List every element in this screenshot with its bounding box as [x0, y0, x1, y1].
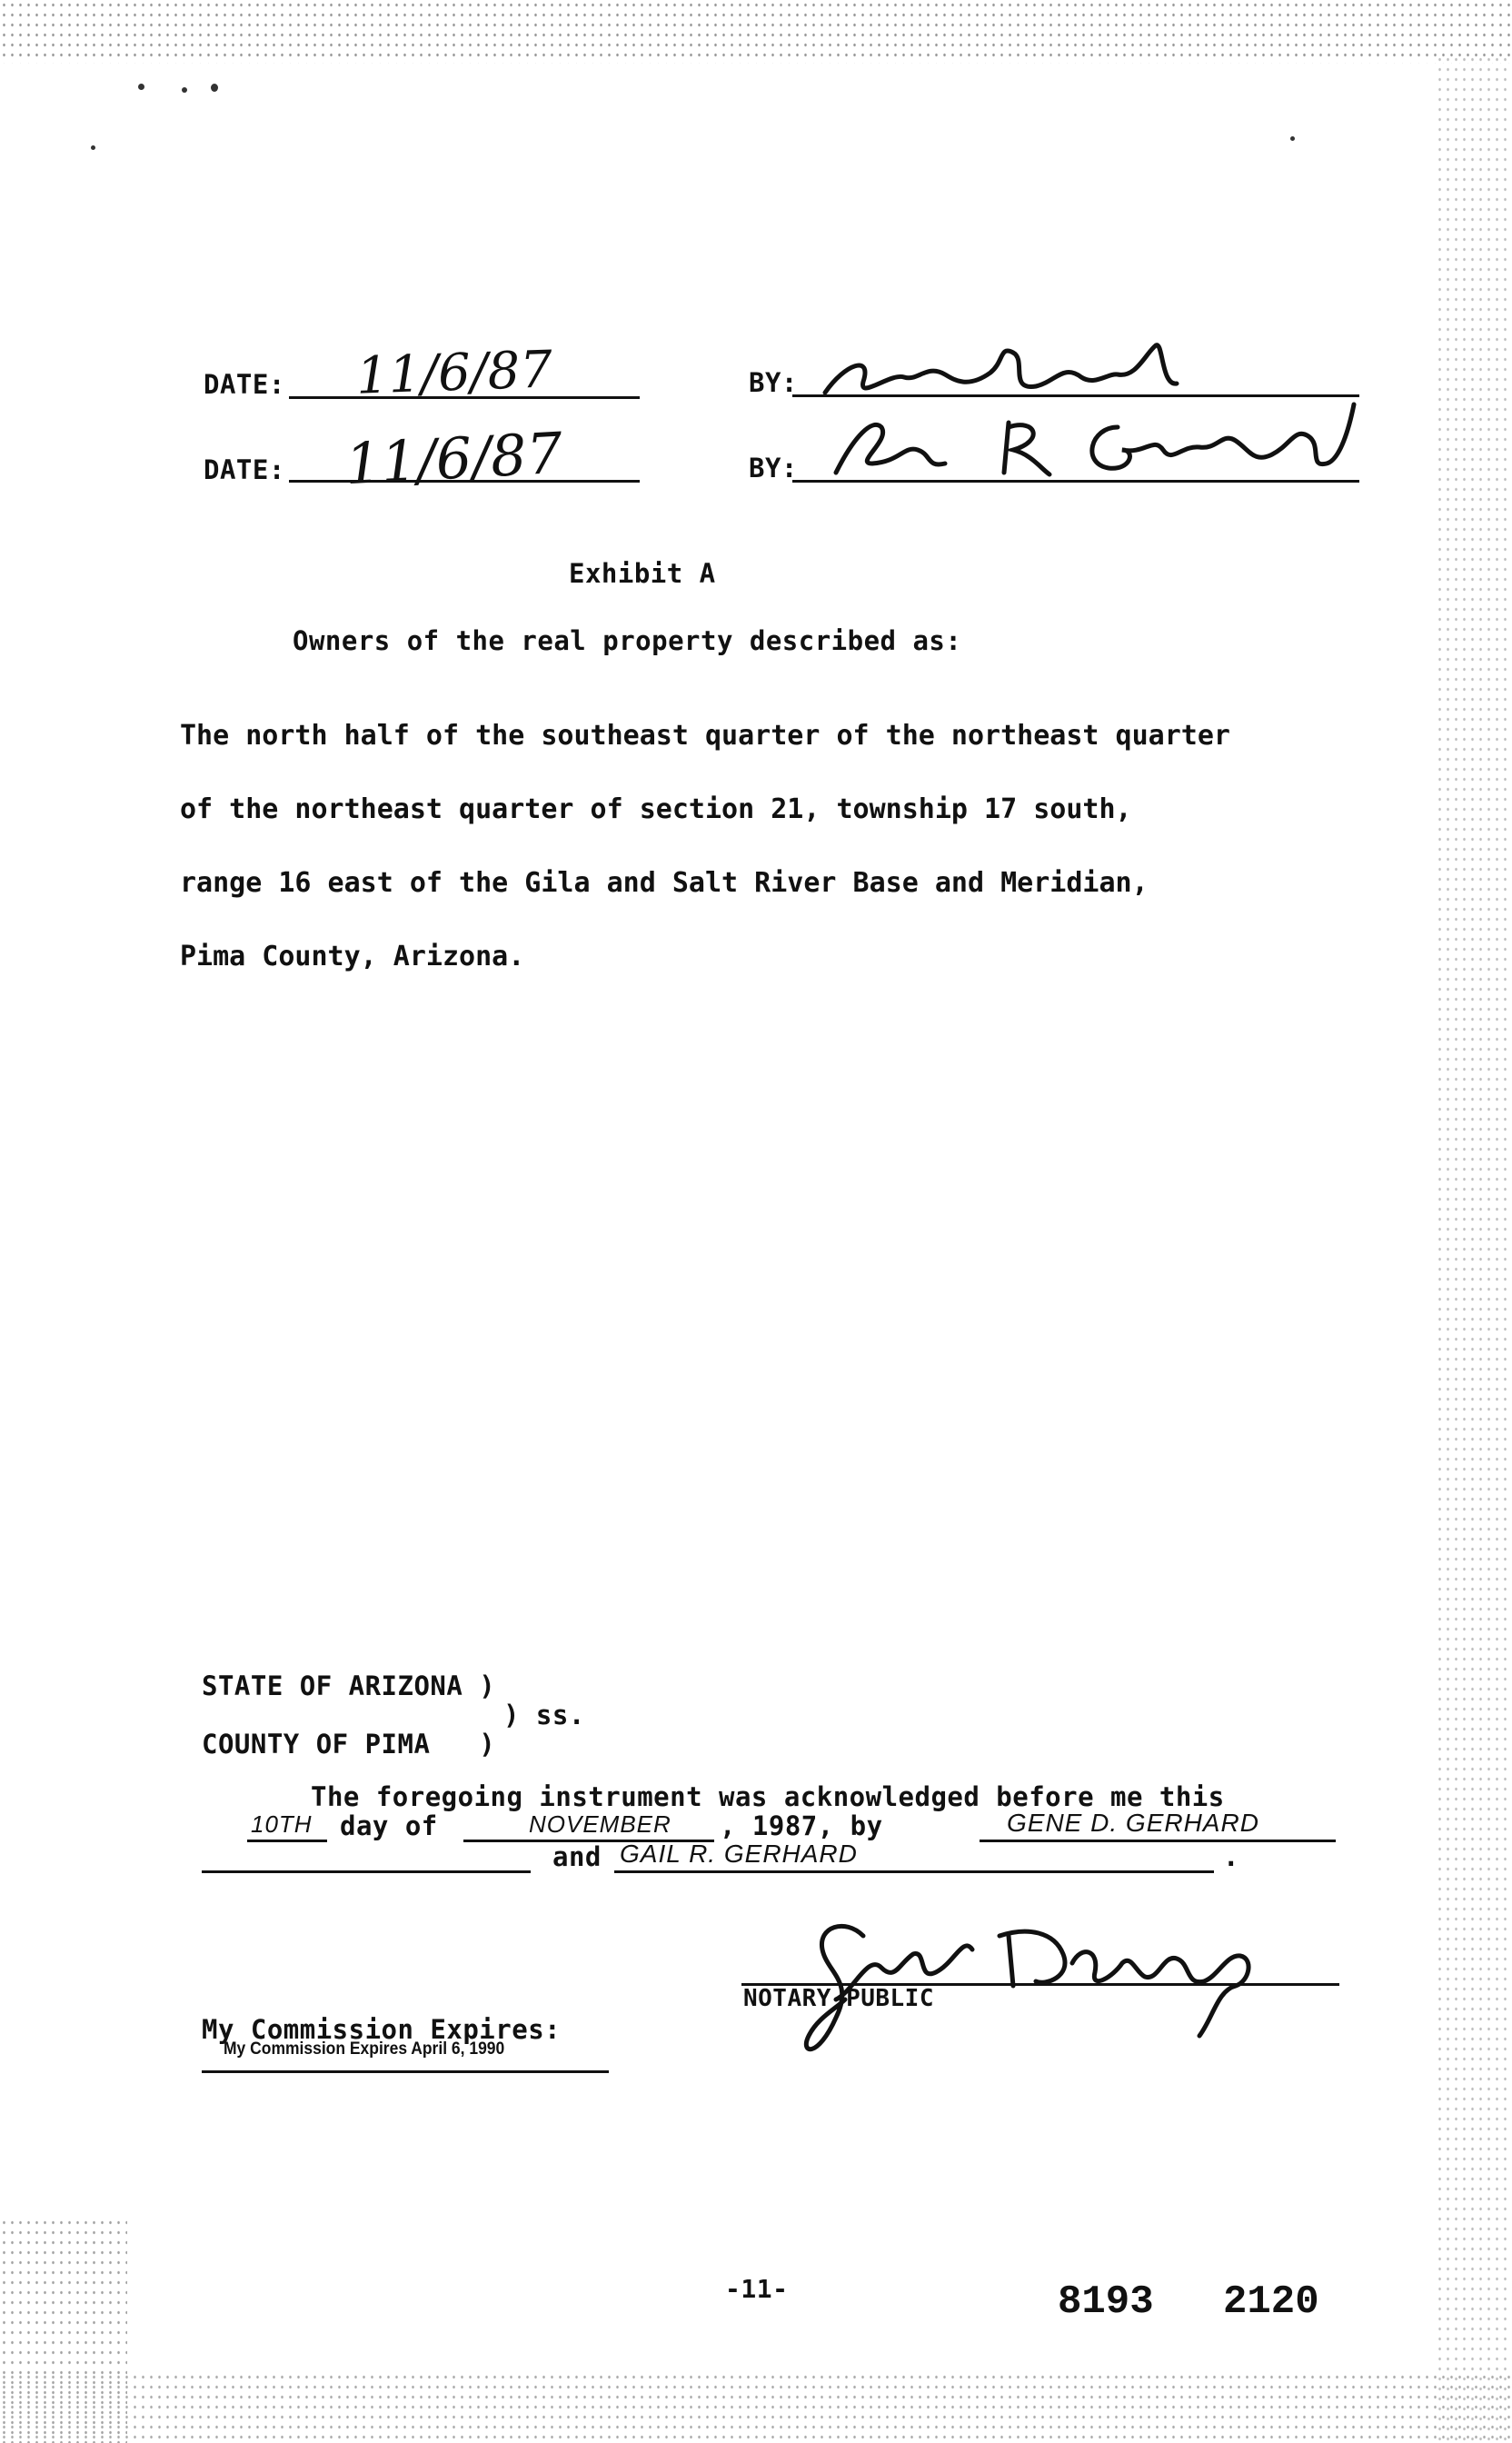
date-value-2: 11/6/87 — [343, 419, 564, 498]
acknowledgment-text: The foregoing instrument was acknowledged before me this — [311, 1781, 1225, 1812]
and-label: and — [552, 1841, 602, 1872]
ss-line: ) ss. — [503, 1700, 585, 1730]
month-value: NOVEMBER — [529, 1810, 671, 1838]
speck — [182, 87, 187, 93]
day-value: 10TH — [251, 1810, 313, 1838]
signature-gail-r-gerhard-icon — [818, 400, 1363, 491]
speck — [138, 84, 144, 90]
date-label-2: DATE: — [204, 454, 285, 485]
person-1-value: GENE D. GERHARD — [1007, 1809, 1259, 1837]
signature-gail-r-gerhard — [818, 400, 1363, 494]
speck — [91, 145, 95, 150]
commission-stamp: My Commission Expires April 6, 1990 — [224, 2039, 505, 2059]
by-label-1: BY: — [749, 367, 798, 398]
property-description-line: of the northeast quarter of section 21, township 17 south, — [180, 793, 1132, 825]
notary-public-label: NOTARY PUBLIC — [743, 1985, 934, 2012]
signature-gene-gerhard-icon — [818, 336, 1209, 409]
day-of-label: day of — [340, 1810, 438, 1841]
final-period: . — [1223, 1841, 1239, 1872]
speck — [211, 84, 218, 92]
date-label-1: DATE: — [204, 369, 285, 400]
person-2-blank-line — [614, 1870, 1214, 1873]
person-1-blank-line — [980, 1840, 1336, 1842]
commission-label: My Commission Expires: — [202, 2014, 562, 2045]
page-number: -11- — [725, 2274, 789, 2304]
property-description-line: The north half of the southeast quarter of the northeast quarter — [180, 720, 1230, 752]
scan-noise-bottom — [0, 2372, 1512, 2443]
scan-noise-right — [1436, 55, 1512, 2443]
and-left-line — [202, 1870, 531, 1873]
date-value-1: 11/6/87 — [354, 340, 553, 406]
property-description-line: range 16 east of the Gila and Salt River Base and Meridian, — [180, 867, 1149, 899]
by-label-2: BY: — [749, 453, 798, 484]
day-blank-line — [247, 1840, 327, 1842]
person-2-value: GAIL R. GERHARD — [620, 1840, 858, 1868]
speck — [1290, 136, 1295, 141]
exhibit-intro: Owners of the real property described as: — [293, 625, 962, 656]
commission-line — [202, 2070, 609, 2073]
county-line: COUNTY OF PIMA ) — [202, 1729, 496, 1760]
property-description — [180, 674, 1230, 993]
scan-noise-bottom-left — [0, 2218, 127, 2443]
property-description-line: Pima County, Arizona. — [180, 941, 525, 972]
scan-noise-top — [0, 0, 1512, 64]
year-text: , 1987, by — [720, 1810, 883, 1841]
exhibit-title: Exhibit A — [569, 558, 716, 589]
recording-book-number: 8193 — [1058, 2279, 1154, 2325]
recording-page-number: 2120 — [1223, 2279, 1319, 2325]
state-line: STATE OF ARIZONA ) — [202, 1670, 496, 1701]
